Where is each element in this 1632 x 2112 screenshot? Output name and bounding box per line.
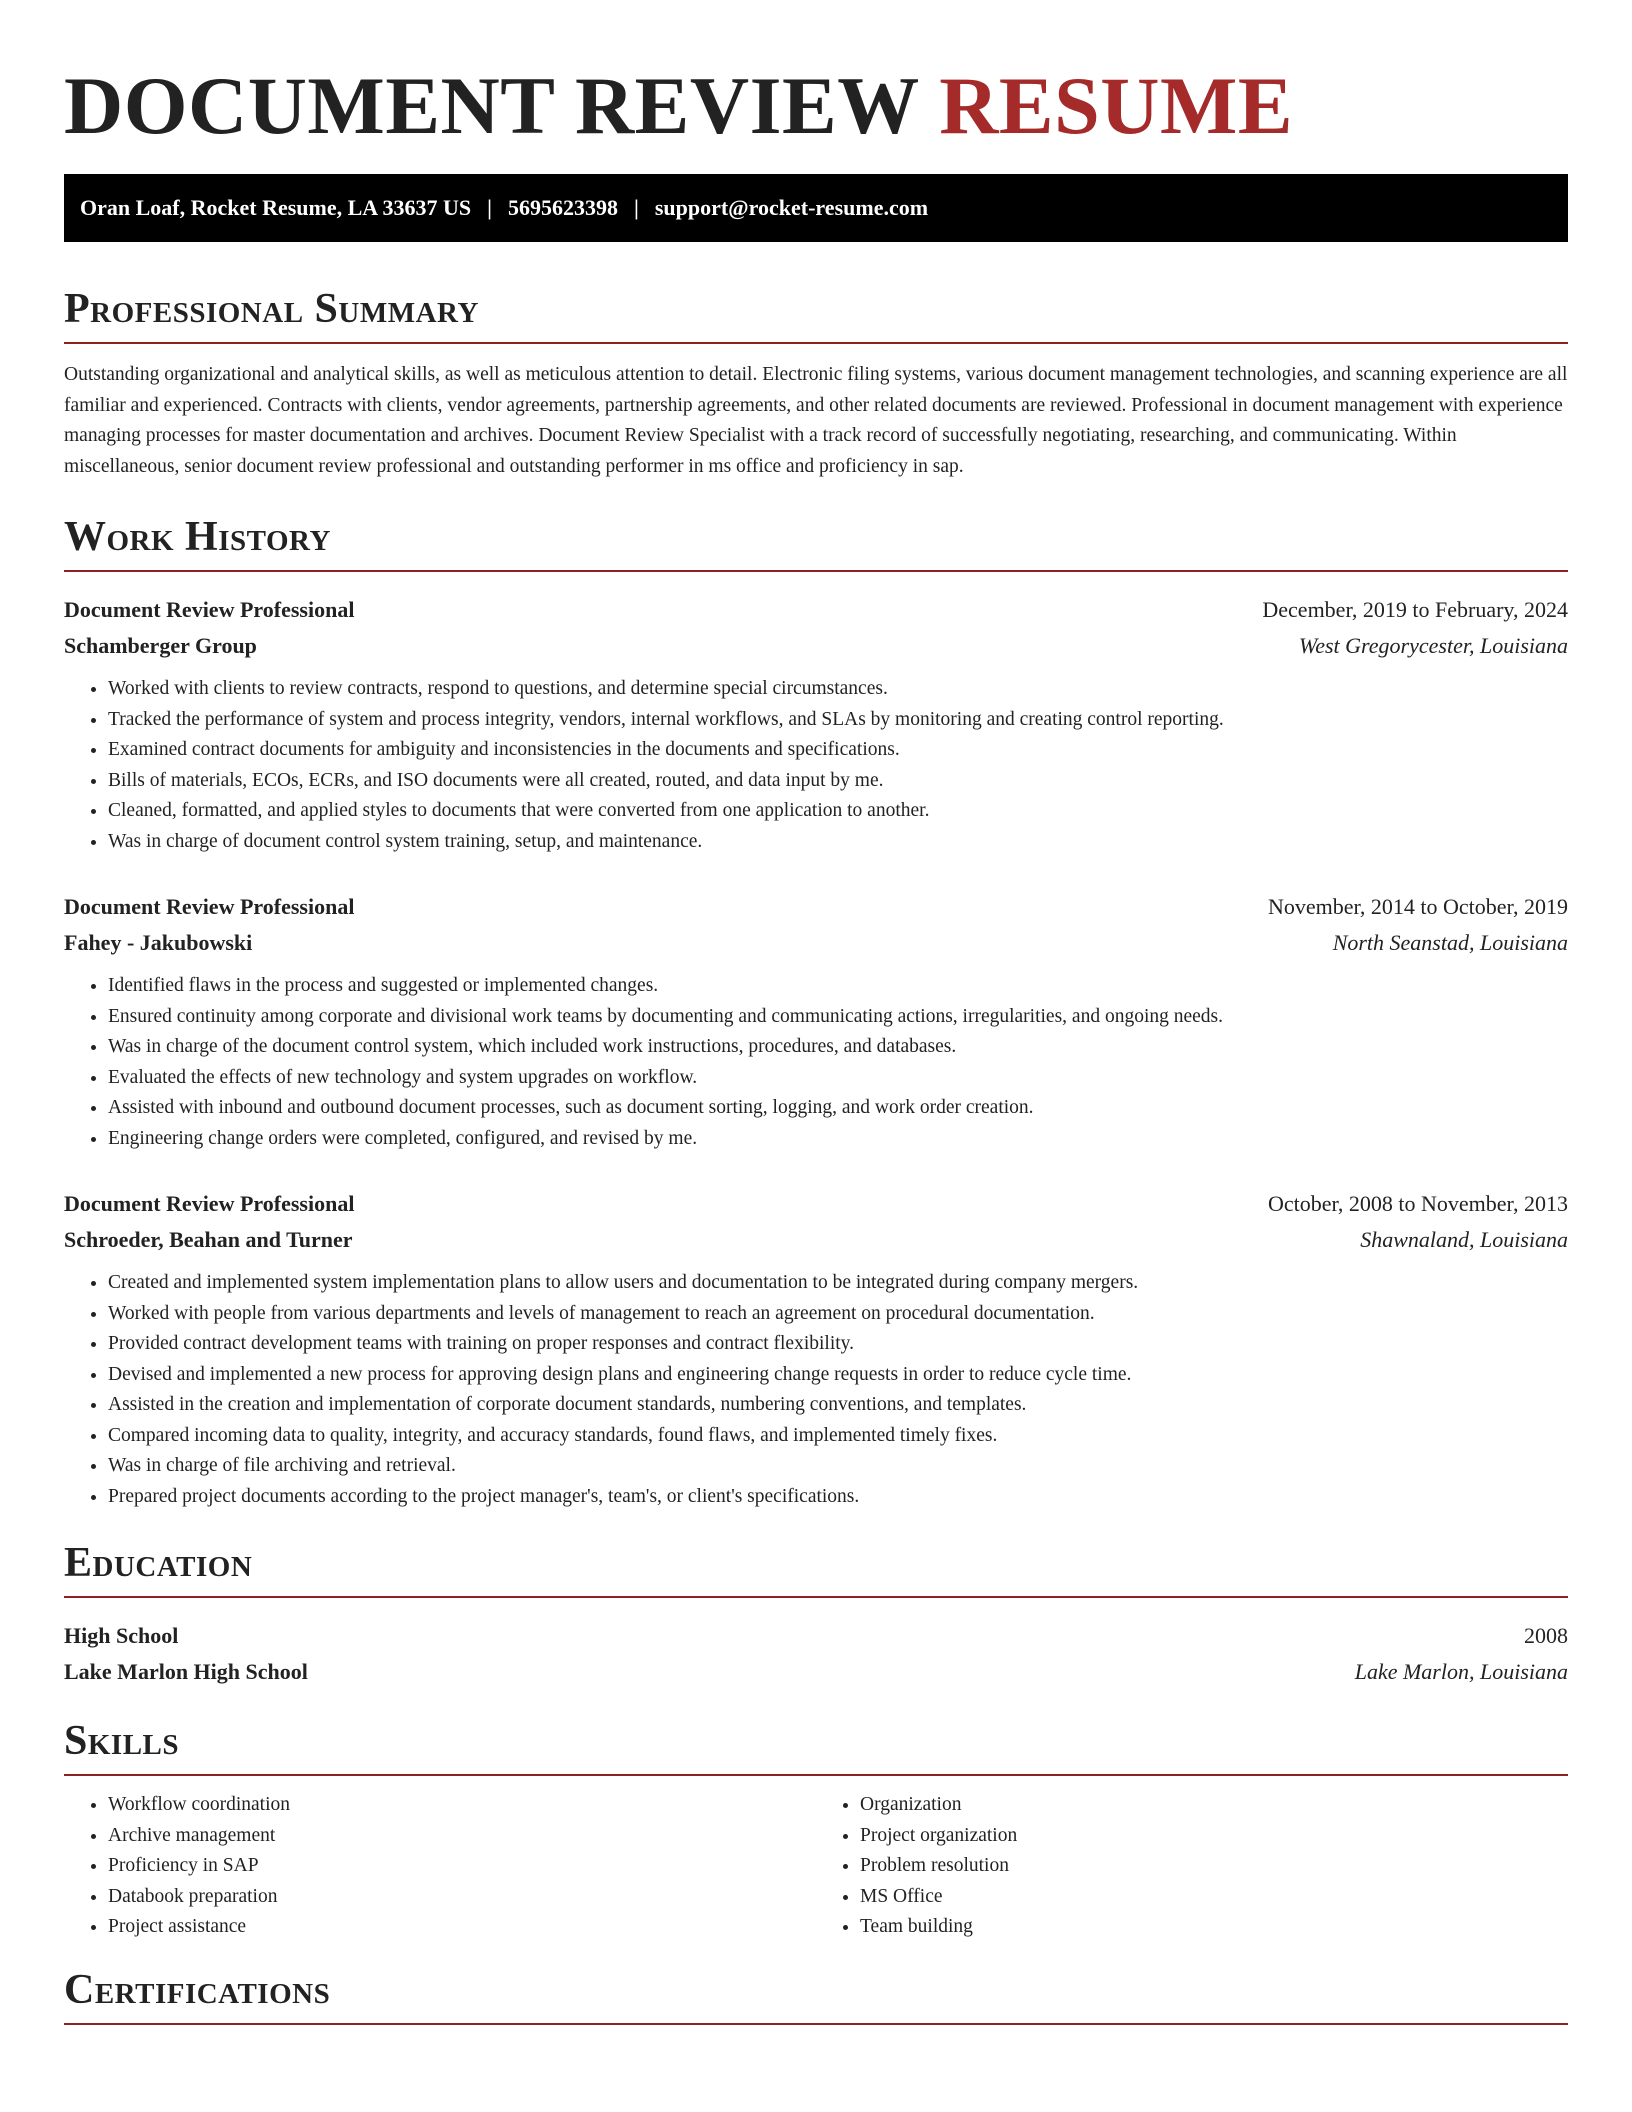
job-entry	[64, 592, 1568, 857]
job-bullet: • Evaluated the effects of new technology and system upgrades on workflow.	[108, 1063, 1568, 1094]
contact-bar	[64, 174, 1568, 242]
job-dates: October, 2008 to November, 2013	[1267, 1191, 1568, 1216]
job-bullet: • Ensured continuity among corporate and divisional work teams by documenting and communicating actions, irregularities, and ongoing needs.	[108, 1002, 1568, 1033]
job-bullet: • Cleaned, formatted, and applied styles to documents that were converted from one application to another.	[108, 796, 1568, 827]
job-bullet: • Worked with clients to review contracts, respond to questions, and determine special circumstances.	[108, 674, 1568, 705]
job-bullet: • Provided contract development teams with training on proper responses and contract flexibility.	[108, 1329, 1568, 1360]
job-company: Schroeder, Beahan and Turner	[64, 1227, 353, 1252]
job-title: Document Review Professional	[64, 1191, 355, 1216]
skills-grid	[64, 1790, 1568, 1943]
summary-text: Outstanding organizational and analytical skills, as well as meticulous attention to detail. Electronic filing systems, various document management technologies, and scanning experience are all familiar and experienced. Contracts with clients, vendor agreements, partnership agreements, and other related documents are reviewed. Professional in document management with experience managing processes for master documentation and archives. Document Review Specialist with a track record of successfully negotiating, researching, and communicating. Within miscellaneous, senior document review professional and outstanding performer in ms office and proficiency in sap.	[64, 364, 1568, 477]
job-dates: November, 2014 to October, 2019	[1267, 894, 1568, 919]
education-heading: Education	[64, 1542, 1568, 1598]
skills-heading: Skills	[64, 1720, 1568, 1776]
job-location: Shawnaland, Louisiana	[1360, 1227, 1568, 1252]
job-bullet: • Examined contract documents for ambiguity and inconsistencies in the documents and specifications.	[108, 735, 1568, 766]
contact-phone: 5695623398	[507, 195, 618, 220]
job-entry	[64, 1186, 1568, 1512]
contact-email: support@rocket-resume.com	[654, 195, 929, 220]
education-degree-row	[64, 1618, 1568, 1654]
education-school-row	[64, 1654, 1568, 1690]
education-entry	[64, 1618, 1568, 1690]
education-school: Lake Marlon High School	[64, 1659, 308, 1684]
job-bullet: • Was in charge of document control system training, setup, and maintenance.	[108, 827, 1568, 858]
job-bullet: • Devised and implemented a new process for approving design plans and engineering change requests in order to reduce cycle time.	[108, 1360, 1568, 1391]
job-title: Document Review Professional	[64, 597, 355, 622]
education-degree: High School	[64, 1623, 179, 1648]
certifications-heading: Certifications	[64, 1969, 1568, 2025]
job-bullet: • Identified flaws in the process and suggested or implemented changes.	[108, 971, 1568, 1002]
skill-item: • Workflow coordination	[108, 1790, 816, 1821]
job-entry	[64, 889, 1568, 1154]
title-main: DOCUMENT REVIEW	[64, 60, 919, 151]
job-location: West Gregorycester, Louisiana	[1298, 633, 1568, 658]
job-title-row	[64, 889, 1568, 925]
skill-item: • Organization	[860, 1790, 1568, 1821]
job-title-row	[64, 592, 1568, 628]
job-location: North Seanstad, Louisiana	[1332, 930, 1568, 955]
job-bullet: • Created and implemented system implementation plans to allow users and documentation to be integrated during company mergers.	[108, 1268, 1568, 1299]
job-company-row	[64, 925, 1568, 961]
job-bullet: • Assisted in the creation and implementation of corporate document standards, numbering conventions, and templates.	[108, 1390, 1568, 1421]
skills-column-left	[64, 1790, 816, 1943]
education-year: 2008	[1524, 1623, 1568, 1648]
job-bullet: • Tracked the performance of system and process integrity, vendors, internal workflows, and SLAs by monitoring and creating control reporting.	[108, 705, 1568, 736]
job-bullet: • Bills of materials, ECOs, ECRs, and ISO documents were all created, routed, and data input by me.	[108, 766, 1568, 797]
job-title: Document Review Professional	[64, 894, 355, 919]
skill-item: • Problem resolution	[860, 1851, 1568, 1882]
skill-item: • Databook preparation	[108, 1882, 816, 1913]
skill-item: • Project organization	[860, 1821, 1568, 1852]
education-location: Lake Marlon, Louisiana	[1354, 1659, 1568, 1684]
job-company: Fahey - Jakubowski	[64, 930, 253, 955]
job-title-row	[64, 1186, 1568, 1222]
skill-item: • Project assistance	[108, 1912, 816, 1943]
job-bullet: • Assisted with inbound and outbound document processes, such as document sorting, logging, and work order creation.	[108, 1093, 1568, 1124]
job-bullet: • Prepared project documents according to the project manager's, team's, or client's specifications.	[108, 1482, 1568, 1513]
job-company-row	[64, 1222, 1568, 1258]
job-company: Schamberger Group	[64, 633, 257, 658]
skill-item: • Archive management	[108, 1821, 816, 1852]
skill-item: • MS Office	[860, 1882, 1568, 1913]
summary-heading: Professional Summary	[64, 288, 1568, 344]
job-company-row	[64, 628, 1568, 664]
title-accent: RESUME	[939, 60, 1294, 151]
skill-item: • Proficiency in SAP	[108, 1851, 816, 1882]
job-bullet: • Compared incoming data to quality, integrity, and accuracy standards, found flaws, and implemented timely fixes.	[108, 1421, 1568, 1452]
contact-address: Oran Loaf, Rocket Resume, LA 33637 US	[80, 195, 472, 220]
job-bullets	[64, 1268, 1568, 1512]
job-bullet: • Engineering change orders were completed, configured, and revised by me.	[108, 1124, 1568, 1155]
job-bullet: • Was in charge of the document control system, which included work instructions, procedures, and databases.	[108, 1032, 1568, 1063]
job-dates: December, 2019 to February, 2024	[1262, 597, 1568, 622]
work-history-heading: Work History	[64, 516, 1568, 572]
job-bullets	[64, 971, 1568, 1154]
contact-separator: |	[487, 195, 492, 220]
skills-column-right	[816, 1790, 1568, 1943]
job-bullet: • Was in charge of file archiving and retrieval.	[108, 1451, 1568, 1482]
job-bullets	[64, 674, 1568, 857]
job-bullet: • Worked with people from various departments and levels of management to reach an agreement on procedural documentation.	[108, 1299, 1568, 1330]
contact-separator: |	[633, 195, 639, 220]
skill-item: • Team building	[860, 1912, 1568, 1943]
document-title	[64, 0, 1568, 154]
